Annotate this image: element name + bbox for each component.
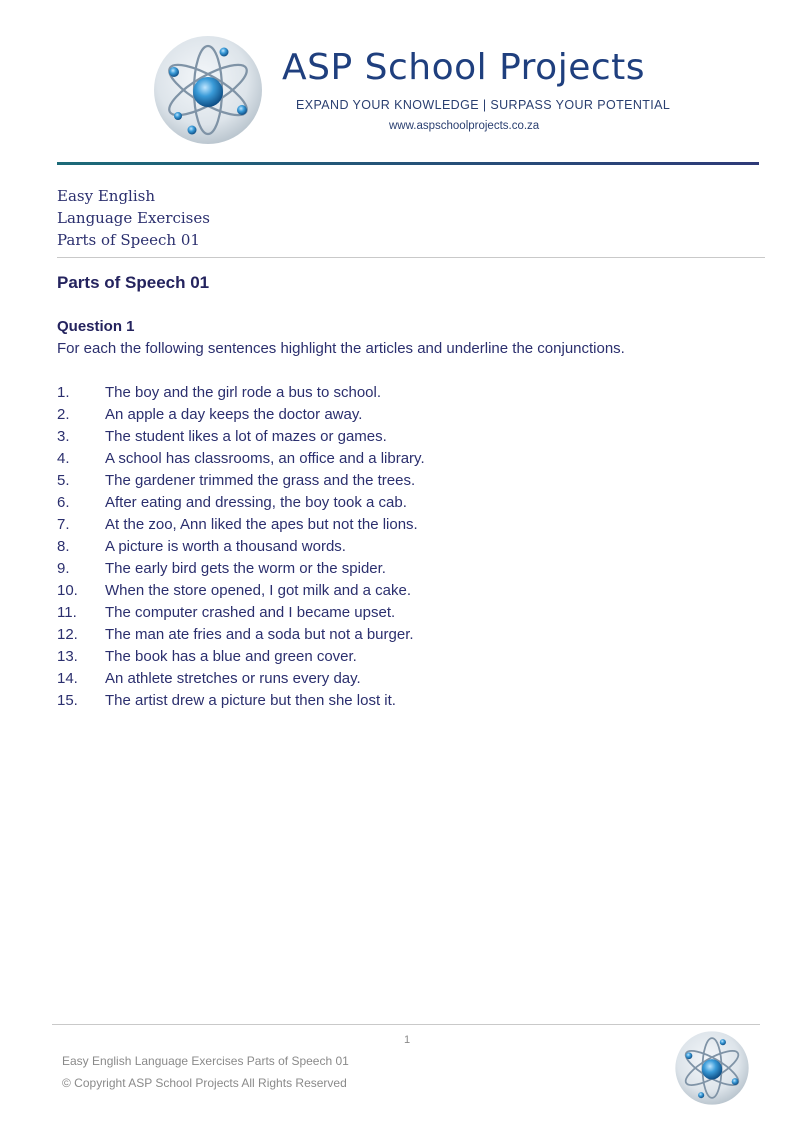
item-number: 9. [57, 560, 70, 577]
list-item [57, 536, 425, 558]
item-number: 10. [57, 582, 78, 599]
item-text: The artist drew a picture but then she lost it. [105, 692, 396, 709]
atom-globe-icon [674, 1030, 750, 1106]
item-number: 7. [57, 516, 70, 533]
item-text: A school has classrooms, an office and a library. [105, 450, 425, 467]
item-number: 8. [57, 538, 70, 555]
item-text: The man ate fries and a soda but not a burger. [105, 626, 414, 643]
list-item [57, 558, 425, 580]
item-text: The boy and the girl rode a bus to school. [105, 384, 382, 401]
meta-divider [57, 257, 765, 258]
item-text: An apple a day keeps the doctor away. [105, 406, 363, 423]
list-item [57, 646, 425, 668]
item-text: A picture is worth a thousand words. [105, 538, 346, 555]
item-number: 1. [57, 384, 70, 401]
brand-block [282, 46, 645, 90]
footer-copyright: © Copyright ASP School Projects All Rights Reserved [62, 1076, 347, 1090]
item-text: The book has a blue and green cover. [105, 648, 357, 665]
list-item [57, 382, 425, 404]
item-text: The student likes a lot of mazes or games. [105, 428, 387, 445]
list-item [57, 404, 425, 426]
question-instruction: For each the following sentences highlight the articles and underline the conjunctions. [57, 340, 625, 357]
item-text: The early bird gets the worm or the spider. [105, 560, 386, 577]
item-number: 5. [57, 472, 70, 489]
sentence-list [57, 382, 425, 712]
item-text: The computer crashed and I became upset. [105, 604, 396, 621]
brand-name: ASP School Projects [282, 47, 646, 88]
item-number: 11. [57, 604, 77, 621]
footer-divider [52, 1024, 760, 1025]
atom-globe-icon [152, 34, 264, 146]
item-number: 4. [57, 450, 70, 467]
brand-tagline: EXPAND YOUR KNOWLEDGE | SURPASS YOUR POTENTIAL [296, 98, 671, 112]
item-number: 2. [57, 406, 70, 423]
brand-url[interactable]: www.aspschoolprojects.co.za [389, 120, 540, 132]
item-number: 15. [57, 692, 78, 709]
meta-subject: Easy English [57, 187, 155, 205]
page-number: 1 [404, 1034, 411, 1046]
meta-title: Parts of Speech 01 [57, 231, 200, 249]
item-number: 3. [57, 428, 70, 445]
item-number: 6. [57, 494, 70, 511]
item-text: The gardener trimmed the grass and the trees. [105, 472, 416, 489]
document-meta [57, 185, 210, 251]
list-item [57, 514, 425, 536]
list-item [57, 492, 425, 514]
list-item [57, 448, 425, 470]
item-text: When the store opened, I got milk and a cake. [105, 582, 412, 599]
item-text: At the zoo, Ann liked the apes but not the lions. [105, 516, 418, 533]
list-item [57, 470, 425, 492]
list-item [57, 668, 425, 690]
section-title: Parts of Speech 01 [57, 273, 210, 292]
item-number: 14. [57, 670, 78, 687]
list-item [57, 690, 425, 712]
list-item [57, 602, 425, 624]
meta-category: Language Exercises [57, 209, 210, 227]
item-text: An athlete stretches or runs every day. [105, 670, 361, 687]
item-text: After eating and dressing, the boy took a cab. [105, 494, 407, 511]
question-title: Question 1 [57, 318, 135, 335]
footer-document-title: Easy English Language Exercises Parts of Speech 01 [62, 1054, 349, 1068]
item-number: 12. [57, 626, 78, 643]
list-item [57, 426, 425, 448]
header-divider [57, 162, 759, 165]
item-number: 13. [57, 648, 78, 665]
list-item [57, 624, 425, 646]
list-item [57, 580, 425, 602]
